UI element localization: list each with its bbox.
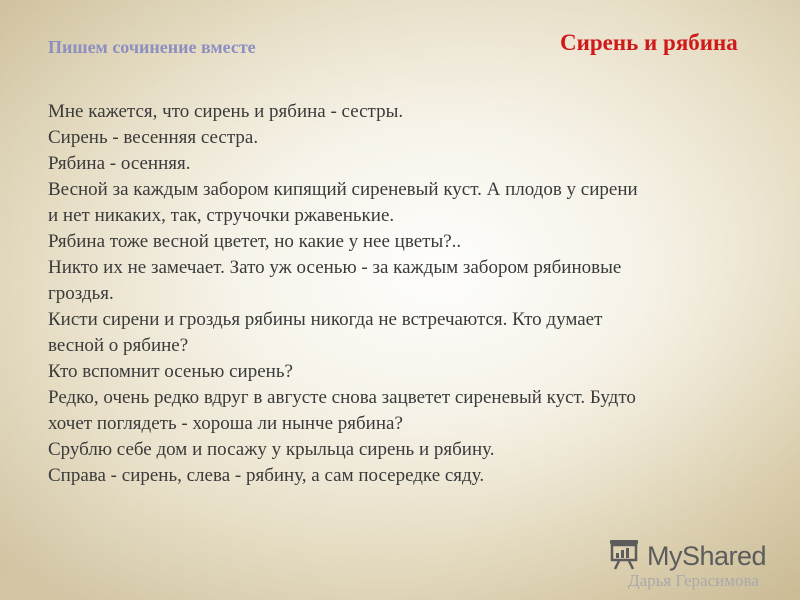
- text-line: Кисти сирени и гроздья рябины никогда не встречаются. Кто думает: [48, 309, 603, 330]
- author-name: Дарья Герасимова: [628, 571, 759, 590]
- text-line: Рябина - осенняя.: [48, 153, 191, 174]
- text-line: весной о рябине?: [48, 335, 189, 356]
- text-line: Сирень - весенняя сестра.: [48, 127, 259, 148]
- myshared-logo-text: [647, 541, 766, 572]
- text-line: Рябина тоже весной цветет, но какие у нее цветы?..: [48, 231, 462, 252]
- text-line: хочет поглядеть - хороша ли нынче рябина?: [48, 413, 403, 434]
- logo-my: My: [647, 541, 682, 571]
- text-line: Редко, очень редко вдруг в августе снова зацветет сиреневый куст. Будто: [48, 387, 636, 408]
- slide-title: Сирень и рябина: [560, 30, 738, 55]
- text-line: Весной за каждым забором кипящий сиреневый куст. А плодов у сирени: [48, 179, 638, 200]
- essay-text: [48, 99, 788, 489]
- slide-subtitle: Пишем сочинение вместе: [48, 37, 256, 57]
- text-line: гроздья.: [48, 283, 114, 304]
- text-line: Никто их не замечает. Зато уж осенью - за каждым забором рябиновые: [48, 257, 622, 278]
- text-line: Кто вспомнит осенью сирень?: [48, 361, 293, 382]
- text-line: и нет никаких, так, стручочки ржавенькие.: [48, 205, 395, 226]
- text-line: Срублю себе дом и посажу у крыльца сирень и рябину.: [48, 439, 495, 460]
- text-line: Справа - сирень, слева - рябину, а сам посередке сяду.: [48, 465, 485, 486]
- text-line: Мне кажется, что сирень и рябина - сестры.: [48, 101, 404, 122]
- logo-shared: Shared: [682, 541, 767, 571]
